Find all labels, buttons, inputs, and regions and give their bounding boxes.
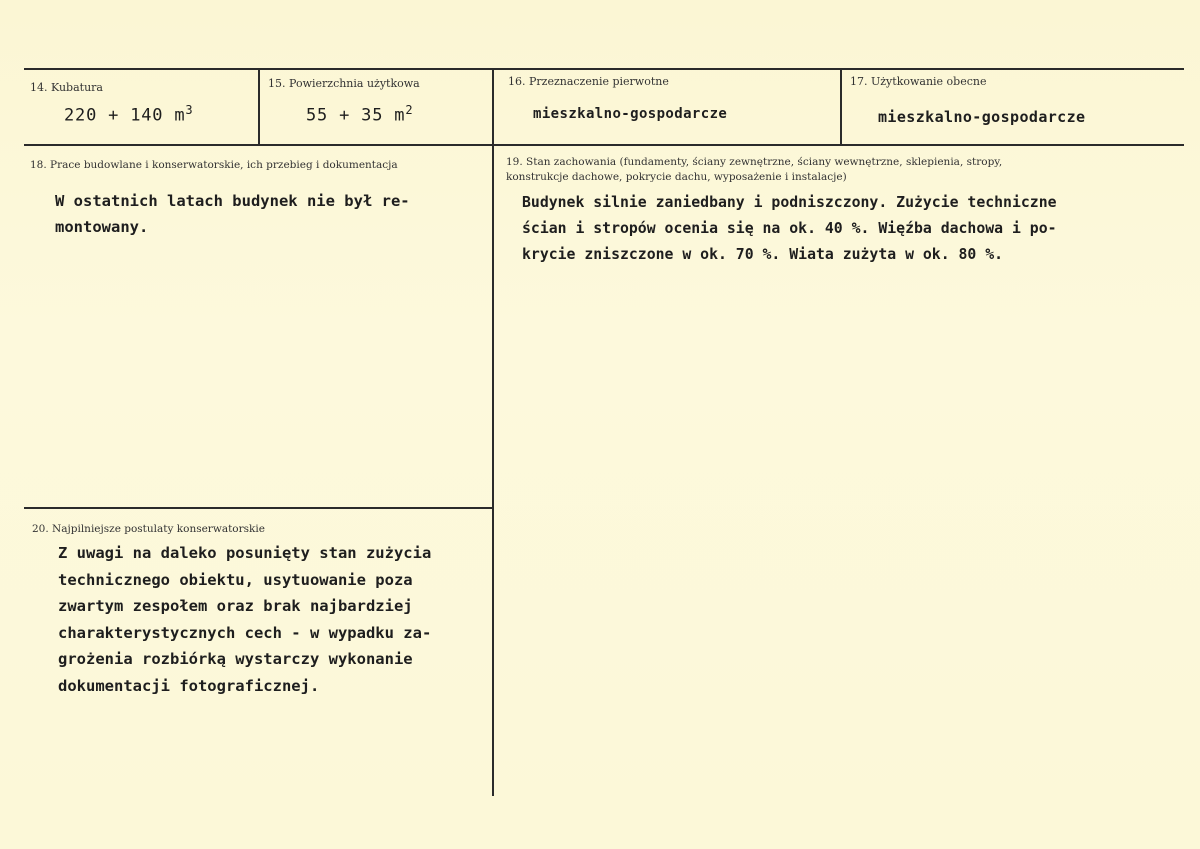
prace-label: 18. Prace budowlane i konserwatorskie, ich przebieg i dokumentacja (30, 159, 398, 171)
postulaty-line: Z uwagi na daleko posunięty stan zużycia (58, 544, 432, 562)
postulaty-label: 20. Najpilniejsze postulaty konserwatorskie (32, 523, 265, 535)
powierzchnia-value-text: 55 + 35 m (306, 105, 406, 126)
powierzchnia-value (306, 103, 413, 126)
postulaty-line: dokumentacji fotograficznej. (58, 676, 320, 695)
prace-text (55, 188, 410, 240)
kubatura-label: 14. Kubatura (30, 81, 103, 94)
postulaty-line: zwartym zespołem oraz brak najbardziej (58, 597, 413, 615)
row-rule (24, 144, 1184, 146)
kubatura-exponent: 3 (185, 103, 194, 117)
stan-line: ścian i stropów ocenia się na ok. 40 %. Więźba dachowa i po- (522, 220, 1057, 237)
prace-line: montowany. (55, 218, 149, 236)
powierzchnia-exponent: 2 (405, 103, 414, 117)
kubatura-value (64, 103, 193, 126)
stan-text (522, 190, 1057, 268)
col-divider-1 (258, 70, 260, 145)
stan-label-line1: 19. Stan zachowania (fundamenty, ściany zewnętrzne, ściany wewnętrzne, sklepienia, stropy, (506, 156, 1003, 168)
stan-label-line2: konstrukcje dachowe, pokrycie dachu, wyposażenie i instalacje) (506, 171, 847, 183)
powierzchnia-label: 15. Powierzchnia użytkowa (268, 77, 420, 90)
postulaty-line: charakterystycznych cech - w wypadku za- (58, 623, 432, 642)
uzytkowanie-label: 17. Użytkowanie obecne (850, 75, 987, 88)
stan-line: Budynek silnie zaniedbany i podniszczony. Zużycie techniczne (522, 194, 1057, 211)
kubatura-value-text: 220 + 140 m (64, 105, 186, 126)
top-rule (24, 68, 1184, 70)
postulaty-text (58, 540, 431, 699)
postulaty-line: grożenia rozbiórką wystarczy wykonanie (58, 650, 413, 668)
stan-line: krycie zniszczone w ok. 70 %. Wiata zużyta w ok. 80 %. (522, 246, 1004, 263)
col-divider-2 (492, 70, 494, 796)
col-divider-3 (840, 70, 842, 145)
section-rule-left (24, 507, 492, 509)
przeznaczenie-label: 16. Przeznaczenie pierwotne (508, 75, 669, 88)
uzytkowanie-value: mieszkalno-gospodarcze (878, 108, 1086, 126)
prace-line: W ostatnich latach budynek nie był re- (55, 192, 410, 210)
postulaty-line: technicznego obiektu, usytuowanie poza (58, 570, 413, 589)
przeznaczenie-value: mieszkalno-gospodarcze (533, 106, 728, 122)
